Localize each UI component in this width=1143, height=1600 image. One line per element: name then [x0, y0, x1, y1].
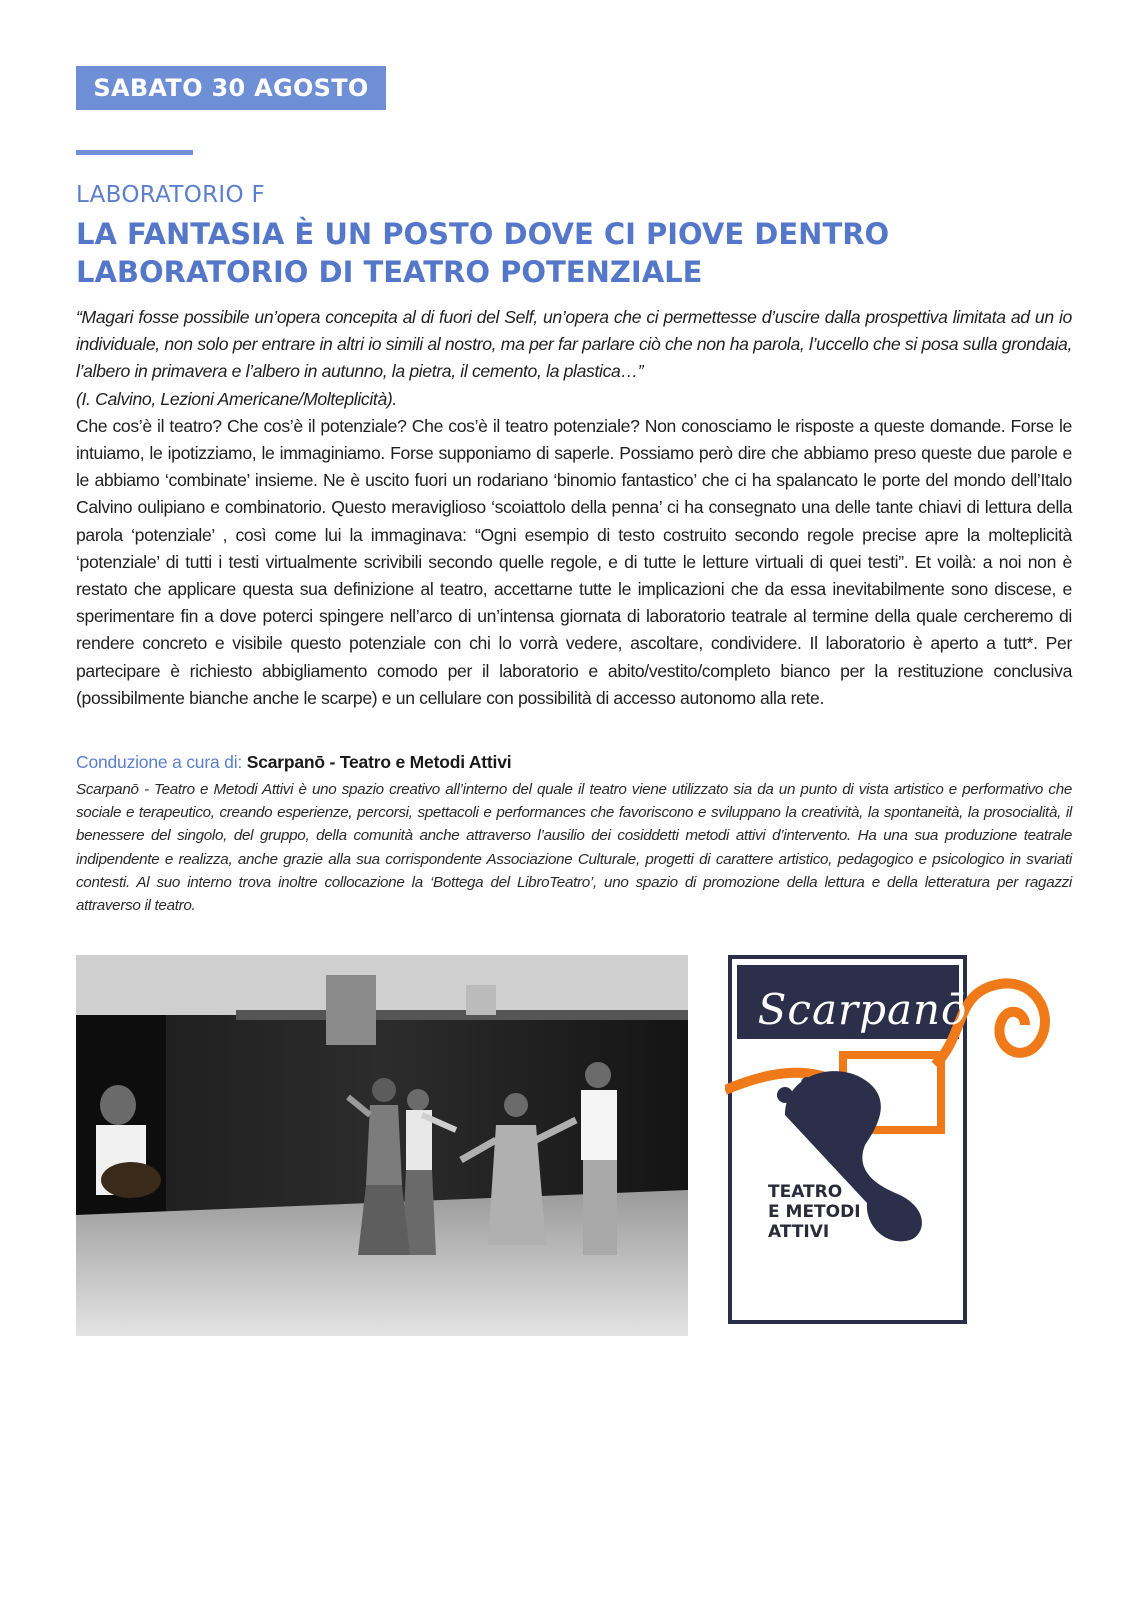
title-line-1: LA FANTASIA È UN POSTO DOVE CI PIOVE DENTRO: [76, 217, 890, 251]
quote-citation: (I. Calvino, Lezioni Americane/Molteplicità).: [76, 388, 397, 409]
credit-label: Conduzione a cura di:: [76, 752, 243, 772]
body-text: [76, 304, 1072, 712]
section-subtitle: LABORATORIO F: [76, 182, 266, 208]
credit-name: Scarpanō - Teatro e Metodi Attivi: [246, 752, 512, 772]
page-title: [76, 215, 1076, 291]
company-description: Scarpanō - Teatro e Metodi Attivi è uno spazio creativo all’interno del quale il teatro viene utilizzato sia da un punto di vista artistico e performativo che sociale e terapeutico, creando esperienze, percorsi, spettacoli e performances che favoriscono e sviluppano la creatività, la spontaneità, la prosocialità, il benessere del singolo, del gruppo, della comunità anche attraverso l’ausilio dei cosiddetti metodi attivi d’intervento. Ha una sua produzione teatrale indipendente e realizza, anche grazie alla sua corrispondente Associazione Culturale, progetti di carattere artistico, pedagogico e psicologico in svariati contesti. Al suo interno trova inoltre collocazione la ‘Bottega del LibroTeatro’, uno spazio di promozione della lettura e della letteratura per ragazzi attraverso il teatro.: [76, 781, 1072, 915]
date-badge: SABATO 30 AGOSTO: [76, 66, 386, 110]
logo-tag-line-1: TEATRO: [768, 1182, 843, 1202]
section-divider: [76, 150, 193, 155]
description-paragraph: Che cos’è il teatro? Che cos’è il potenziale? Che cos’è il teatro potenziale? Non conosciamo le risposte a queste domande. Forse le intuiamo, le ipotizziamo, le immaginiamo. Forse supponiamo di saperle. Possiamo però dire che abbiamo preso queste due parole e le abbiamo ‘combinate’ insieme. Ne è uscito fuori un rodariano ‘binomio fantastico’ che ci ha spalancato le porte del mondo dell’Italo Calvino oulipiano e combinatorio. Questo meraviglioso ‘scoiattolo della penna’ ci ha consegnato una delle tante chiavi di lettura della parola ‘potenziale’ , così come lui la immaginava: “Ogni esempio di testo costruito secondo regole precise apre la molteplicità ‘potenziale’ di tutti i testi virtualmente scrivibili secondo quelle regole, e di tutte le letture virtuali di quei testi”. Et voilà: a noi non è restato che applicare questa sua definizione al teatro, accettarne tutte le implicazioni che da essa inevitabilmente sono discese, e sperimentare fin a dove poterci spingere nell’arco di un’intensa giornata di laboratorio teatrale al termine della quale cercheremo di rendere concreto e visibile questo potenziale con chi lo vorrà vedere, ascoltare, condividere. Il laboratorio è aperto a tutt*. Per partecipare è richiesto abbigliamento comodo per il laboratorio e abito/vestito/completo bianco per la restituzione conclusiva (possibilmente bianche anche le scarpe) e un cellulare con possibilità di accesso autonomo alla rete.: [76, 415, 1072, 708]
title-line-2: LABORATORIO DI TEATRO POTENZIALE: [76, 255, 703, 289]
logo-tag-line-2: E METODI: [768, 1202, 861, 1222]
credit-line: [76, 752, 511, 773]
logo-tagline: [768, 1182, 878, 1242]
logo-name: Scarpanō: [757, 985, 968, 1034]
calvino-quote: “Magari fosse possibile un’opera concepita al di fuori del Self, un’opera che ci permettesse d’uscire dalla prospettiva limitata ad un io individuale, non solo per entrare in altri io simili al nostro, ma per far parlare ciò che non ha parola, l’uccello che si posa sulla grondaia, l’albero in primavera e l’albero in autunno, la pietra, il cemento, la plastica…”: [76, 307, 1072, 382]
stage-photo-illustration: [76, 955, 688, 1336]
workshop-photo: [76, 955, 688, 1336]
logo-tag-line-3: ATTIVI: [768, 1222, 830, 1242]
